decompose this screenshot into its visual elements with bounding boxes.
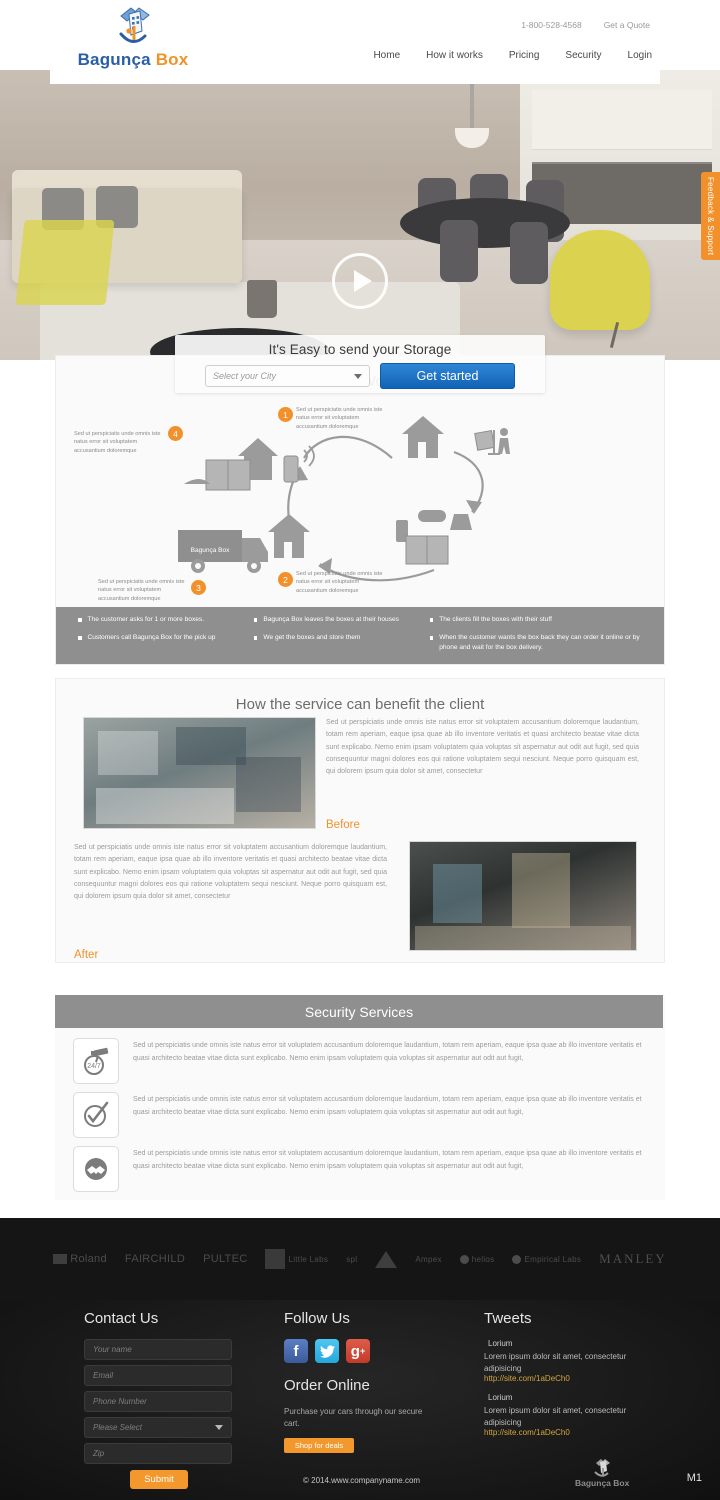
get-started-button[interactable]: Get started — [380, 363, 515, 389]
nav-item-how-it-works[interactable]: How it works — [426, 50, 483, 61]
after-label: After — [74, 949, 99, 961]
brand-empirical-labs: Empirical Labs — [512, 1255, 581, 1264]
footer-mark: M1 — [686, 1472, 702, 1484]
nav-item-login[interactable]: Login — [627, 50, 652, 61]
bullet-text: The clients fill the boxes with their stuff — [439, 616, 552, 623]
bullet-text: Customers call Bagunça Box for the pick up — [87, 634, 216, 642]
svg-text:24/7: 24/7 — [87, 1063, 101, 1070]
hero-cta-panel — [175, 335, 545, 393]
email-field[interactable] — [84, 1365, 232, 1386]
hero-cta-title: It's Easy to send your Storage — [268, 342, 452, 357]
step-badge-1: 1 — [278, 407, 293, 422]
logo-building-box-icon — [107, 4, 159, 50]
brand-ampex: Ampex — [415, 1254, 442, 1264]
step-badge-2: 2 — [278, 572, 293, 587]
brand-triangle-icon — [375, 1251, 397, 1268]
brand-roland: Roland — [53, 1253, 107, 1265]
hero-room-image — [0, 70, 720, 360]
check-circle-icon — [73, 1092, 119, 1138]
main-navigation — [373, 50, 652, 61]
brand-manley: MANLEY — [599, 1251, 667, 1266]
step-badge-3: 3 — [191, 580, 206, 595]
header-utility-links — [521, 20, 650, 30]
social-links — [284, 1339, 474, 1363]
how-it-works-diagram — [56, 402, 666, 602]
tweet-user: Lorium — [488, 1393, 513, 1403]
brand-little-labs: Little Labs — [265, 1249, 328, 1269]
bullet-item — [254, 615, 424, 625]
phone-field-placeholder: Phone Number — [93, 1397, 147, 1406]
select-field[interactable] — [84, 1417, 232, 1438]
tweet-link[interactable]: http://site.com/1aDeCh0 — [484, 1374, 570, 1384]
bullet-item — [254, 633, 424, 643]
tweets-title: Tweets — [484, 1310, 532, 1327]
security-services-section — [55, 995, 665, 1200]
security-item — [73, 1038, 647, 1084]
footer-follow-column — [284, 1310, 474, 1453]
brand-fairchild: FAIRCHILD — [124, 1253, 186, 1265]
how-it-works-section — [55, 355, 665, 665]
after-paragraph: Sed ut perspiciatis unde omnis iste natus error sit voluptatem accusantium doloremque laudantium, totam rem aperiam, eaque ipsa quae ab illo inventore veritatis et quasi architecto beatae vitae dicta sunt explicabo. Nemo enim ipsam voluptatem quia voluptas sit aspernatur aut odit aut fugit, sed quia consequuntur magni dolores eos qui ratione voluptatem sequi nesciunt. Neque porro quisquam est, qui dolorem ipsum quia dolor sit amet, consectetur — [74, 844, 387, 900]
order-online-title: Order Online — [284, 1377, 370, 1394]
before-label: Before — [326, 819, 360, 831]
logo-wordmark — [78, 50, 189, 70]
bullet-text: When the customer wants the box back they can order it online or by phone and wait for the box delivery. — [439, 634, 640, 652]
site-header — [50, 0, 660, 84]
brand-spl: spl — [346, 1254, 358, 1264]
step-note-1: Sed ut perspiciatis unde omnis iste natus error sit voluptatem accusantium doloremque — [296, 407, 383, 430]
step-note-2: Sed ut perspiciatis unde omnis iste natus error sit voluptatem accusantium doloremque — [296, 571, 383, 594]
footer-tweets-column — [484, 1310, 684, 1447]
tweet-body: Lorem ipsum dolor sit amet, consectetur adipisicing — [484, 1406, 627, 1427]
nav-item-home[interactable]: Home — [373, 50, 401, 61]
city-select-value: Select your City — [213, 371, 277, 381]
how-it-works-bullets — [56, 607, 664, 664]
brand-pultec: PULTEC — [203, 1253, 248, 1265]
cctv-24-7-icon — [73, 1038, 119, 1084]
nav-item-security[interactable]: Security — [565, 50, 602, 61]
logo-primary-text: Bagunça — [77, 50, 151, 69]
city-select[interactable] — [205, 365, 370, 387]
before-photo — [83, 717, 316, 829]
bullet-item — [430, 615, 642, 625]
order-online-subtext: Purchase your cars through our secure cart. — [284, 1407, 423, 1428]
select-field-value: Please Select — [93, 1423, 142, 1432]
tweet-body: Lorem ipsum dolor sit amet, consectetur adipisicing — [484, 1352, 627, 1373]
footer-logo — [575, 1458, 629, 1488]
tweet-link[interactable]: http://site.com/1aDeCh0 — [484, 1428, 570, 1438]
zip-field-placeholder: Zip — [93, 1449, 105, 1458]
play-video-button[interactable] — [332, 253, 388, 309]
security-item-text: Sed ut perspiciatis unde omnis iste natus error sit voluptatem accusantium doloremque laudantium, totam rem aperiam, eaque ipsa quae ab illo inventore veritatis et quasi architecto beatae vitae dicta sunt explicabo. Nemo enim ipsam voluptatem quia voluptas sit aspernatur aut odit aut fugit, — [133, 1150, 642, 1170]
bullet-text: The customer asks for 1 or more boxes. — [87, 616, 205, 623]
tweet-user: Lorium — [488, 1339, 513, 1348]
security-services-title: Security Services — [55, 995, 663, 1028]
step-badge-4: 4 — [168, 426, 183, 441]
bullet-column-3 — [430, 615, 642, 664]
bullet-column-1 — [78, 615, 248, 664]
tweet-item — [484, 1339, 684, 1383]
feedback-support-tab[interactable] — [701, 172, 720, 260]
step-note-3: Sed ut perspiciatis unde omnis iste natus error sit voluptatem accusantium doloremque — [98, 579, 185, 602]
follow-us-title: Follow Us — [284, 1310, 350, 1327]
phone-field[interactable] — [84, 1391, 232, 1412]
contact-us-title: Contact Us — [84, 1310, 159, 1327]
site-footer — [0, 1300, 720, 1500]
after-photo — [409, 841, 637, 951]
benefit-section — [55, 678, 665, 963]
step-note-4: Sed ut perspiciatis unde omnis iste natus error sit voluptatem accusantium doloremque — [74, 431, 161, 454]
facebook-icon[interactable]: f — [284, 1339, 308, 1363]
footer-logo-text: Bagunça Box — [575, 1478, 630, 1488]
twitter-icon[interactable] — [315, 1339, 339, 1363]
shop-for-deals-button[interactable]: Shop for deals — [284, 1438, 354, 1453]
bullet-item — [78, 633, 248, 643]
security-item-text: Sed ut perspiciatis unde omnis iste natus error sit voluptatem accusantium doloremque laudantium, totam rem aperiam, eaque ipsa quae ab illo inventore veritatis et quasi architecto beatae vitae dicta sunt explicabo. Nemo enim ipsam voluptatem quia voluptas sit aspernatur aut odit aut fugit, — [133, 1042, 642, 1062]
security-item — [73, 1146, 647, 1192]
chevron-down-icon — [215, 1425, 223, 1430]
bullet-item — [430, 633, 642, 653]
zip-field[interactable] — [84, 1443, 232, 1464]
site-logo[interactable] — [68, 4, 198, 82]
bullet-text: We get the boxes and store them — [263, 634, 361, 642]
submit-button[interactable]: Submit — [130, 1470, 188, 1489]
bullet-text: Bagunça Box leaves the boxes at their houses — [263, 616, 399, 623]
footer-logo-icon — [591, 1458, 613, 1478]
google-plus-icon[interactable]: g + — [346, 1339, 370, 1363]
footer-contact-column — [84, 1310, 284, 1489]
nav-item-pricing[interactable]: Pricing — [508, 50, 540, 61]
email-field-placeholder: Email — [93, 1371, 114, 1380]
tweet-item — [484, 1393, 684, 1437]
security-item-text: Sed ut perspiciatis unde omnis iste natus error sit voluptatem accusantium doloremque laudantium, totam rem aperiam, eaque ipsa quae ab illo inventore veritatis et quasi architecto beatae vitae dicta sunt explicabo. Nemo enim ipsam voluptatem quia voluptas sit aspernatur aut odit aut fugit, — [133, 1096, 642, 1116]
before-paragraph: Sed ut perspiciatis unde omnis iste natus error sit voluptatem accusantium doloremque laudantium, totam rem aperiam, eaque ipsa quae ab illo inventore veritatis et quasi architecto beatae vitae dicta sunt explicabo. Nemo enim ipsam voluptatem quia voluptas sit aspernatur aut odit aut fugit, sed quia consequuntur magni dolores eos qui ratione voluptatem sequi nesciunt. Neque porro quisquam est, qui dolorem ipsum quia dolor sit amet, consectetur — [326, 719, 639, 775]
logo-secondary-text: Box — [155, 50, 189, 69]
security-item — [73, 1092, 647, 1138]
play-icon — [354, 270, 372, 292]
benefit-title: How the service can benefit the client — [235, 696, 485, 713]
chevron-down-icon — [354, 374, 362, 379]
name-field[interactable] — [84, 1339, 232, 1360]
handshake-icon — [73, 1146, 119, 1192]
copyright-text: © 2014.www.companyname.com — [303, 1476, 421, 1485]
partner-brands-bar — [0, 1218, 720, 1300]
bullet-column-2 — [254, 615, 424, 664]
name-field-placeholder: Your name — [93, 1345, 132, 1354]
truck-brand-label: Bagunça Box — [190, 547, 230, 554]
hero-banner — [0, 70, 720, 383]
bullet-item — [78, 615, 248, 625]
header-phone[interactable]: 1-800-528-4568 — [521, 20, 582, 30]
brand-helios: helios — [460, 1255, 495, 1264]
header-get-a-quote-link[interactable]: Get a Quote — [603, 20, 650, 30]
feedback-support-label: Feedback & Support — [706, 176, 715, 256]
